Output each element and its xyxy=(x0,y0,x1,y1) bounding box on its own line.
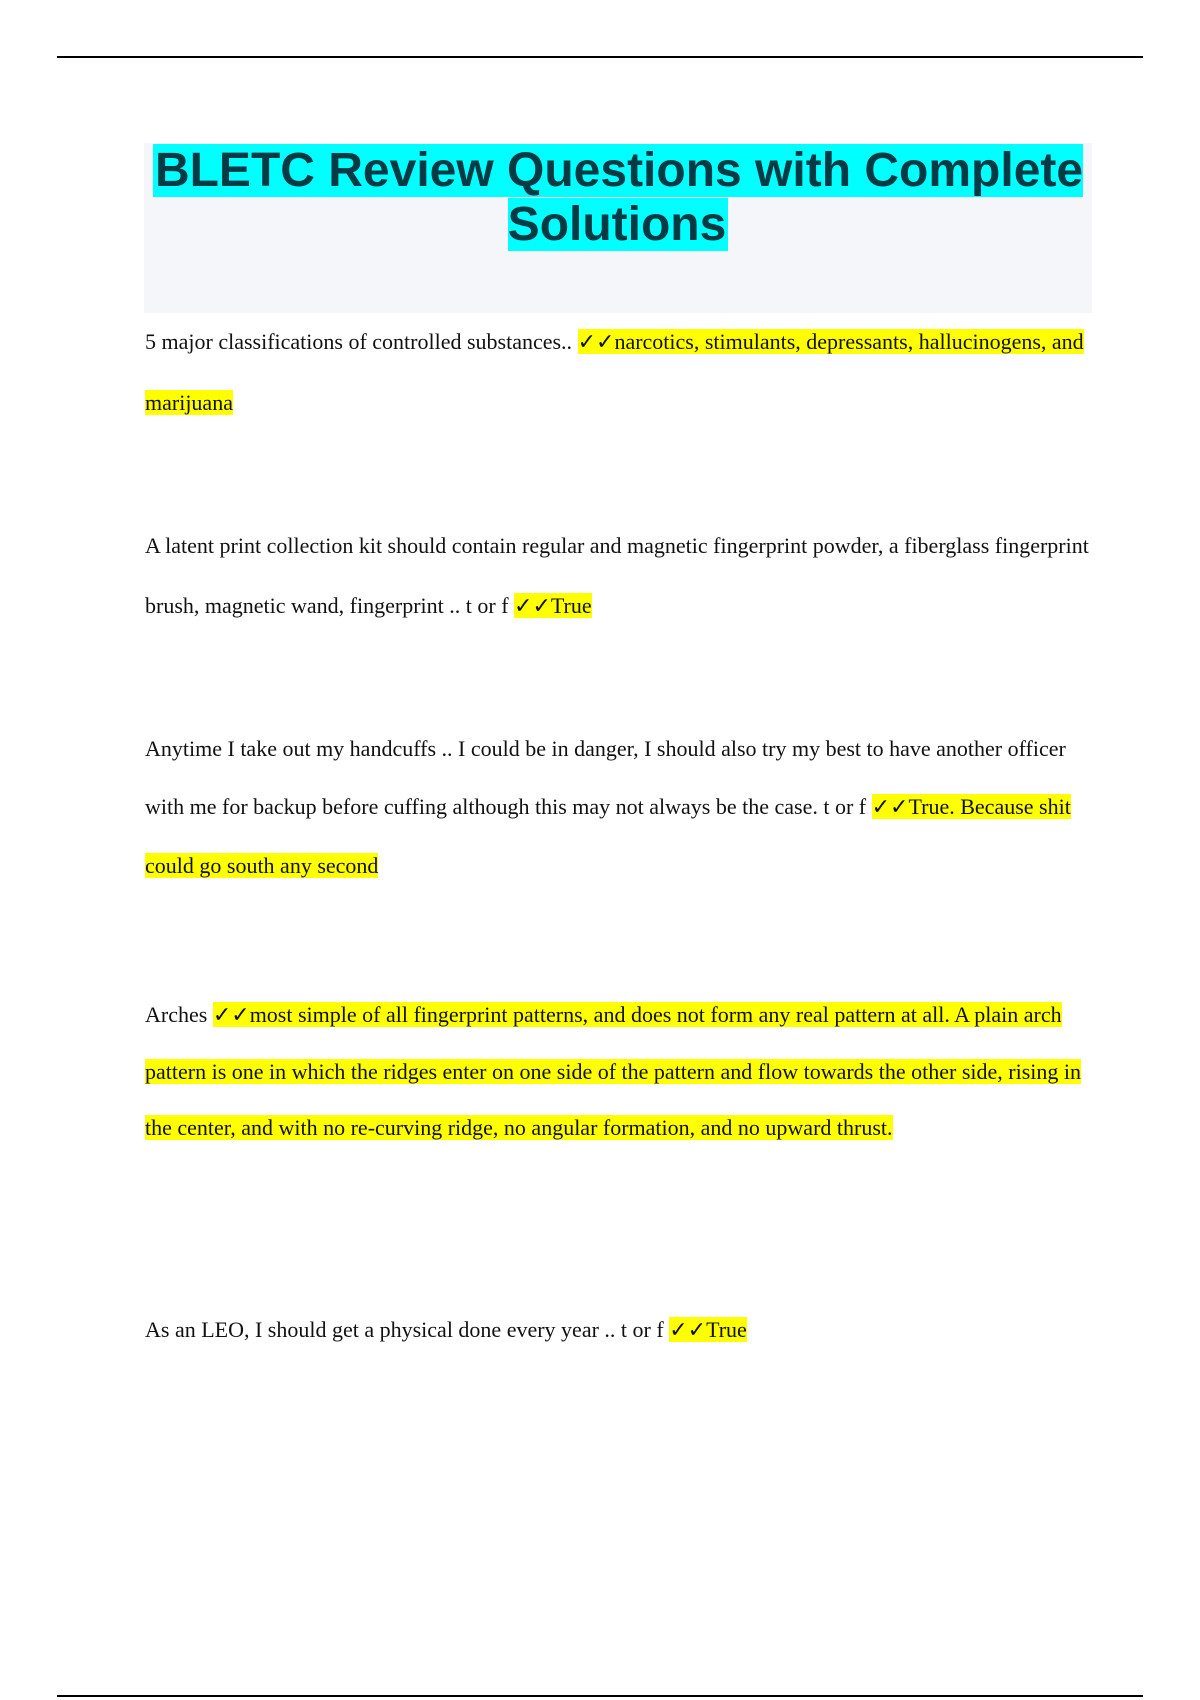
check-icon: ✓✓ xyxy=(871,795,909,820)
document-title-text: BLETC Review Questions with Complete Solutions xyxy=(154,144,1084,251)
title-block xyxy=(144,143,1092,313)
question-text: Anytime I take out my handcuffs .. I could be in danger, I should also try my best to have another officer with me for backup before cuffing although this may not always be the case. t or f xyxy=(145,736,1066,819)
answer-text: True. Because shit could go south any second xyxy=(145,794,1071,878)
answer-highlight xyxy=(669,1317,747,1342)
answer-text: most simple of all fingerprint patterns, and does not form any real pattern at all. A plain arch pattern is one in which the ridges enter on one side of the pattern and flow towards the other side, rising in the center, and with no re-curving ridge, no angular formation, and no upward thrust. xyxy=(145,1002,1081,1140)
qa-item xyxy=(145,516,1095,637)
answer-text: narcotics, stimulants, depressants, hallucinogens, and marijuana xyxy=(145,329,1084,415)
qa-item xyxy=(145,312,1095,433)
check-icon: ✓✓ xyxy=(577,330,615,355)
qa-item xyxy=(145,720,1095,895)
check-icon: ✓✓ xyxy=(669,1318,707,1343)
question-text: As an LEO, I should get a physical done every year .. t or f xyxy=(145,1317,670,1342)
check-icon: ✓✓ xyxy=(514,594,551,619)
question-text: A latent print collection kit should contain regular and magnetic fingerprint powder, a fiberglass fingerprint brush, magnetic wand, fingerprint .. t or f xyxy=(145,533,1089,618)
answer-text: True xyxy=(706,1317,747,1342)
question-text: 5 major classifications of controlled substances.. xyxy=(145,329,578,354)
qa-item xyxy=(145,987,1095,1156)
answer-highlight xyxy=(145,1002,1081,1140)
qa-item xyxy=(145,1300,1095,1361)
answer-highlight xyxy=(514,593,592,618)
document-title xyxy=(144,143,1092,252)
answer-text: True xyxy=(550,593,592,618)
question-text: Arches xyxy=(145,1002,213,1027)
top-rule xyxy=(57,56,1143,58)
check-icon: ✓✓ xyxy=(212,1003,250,1028)
bottom-rule xyxy=(57,1695,1143,1697)
